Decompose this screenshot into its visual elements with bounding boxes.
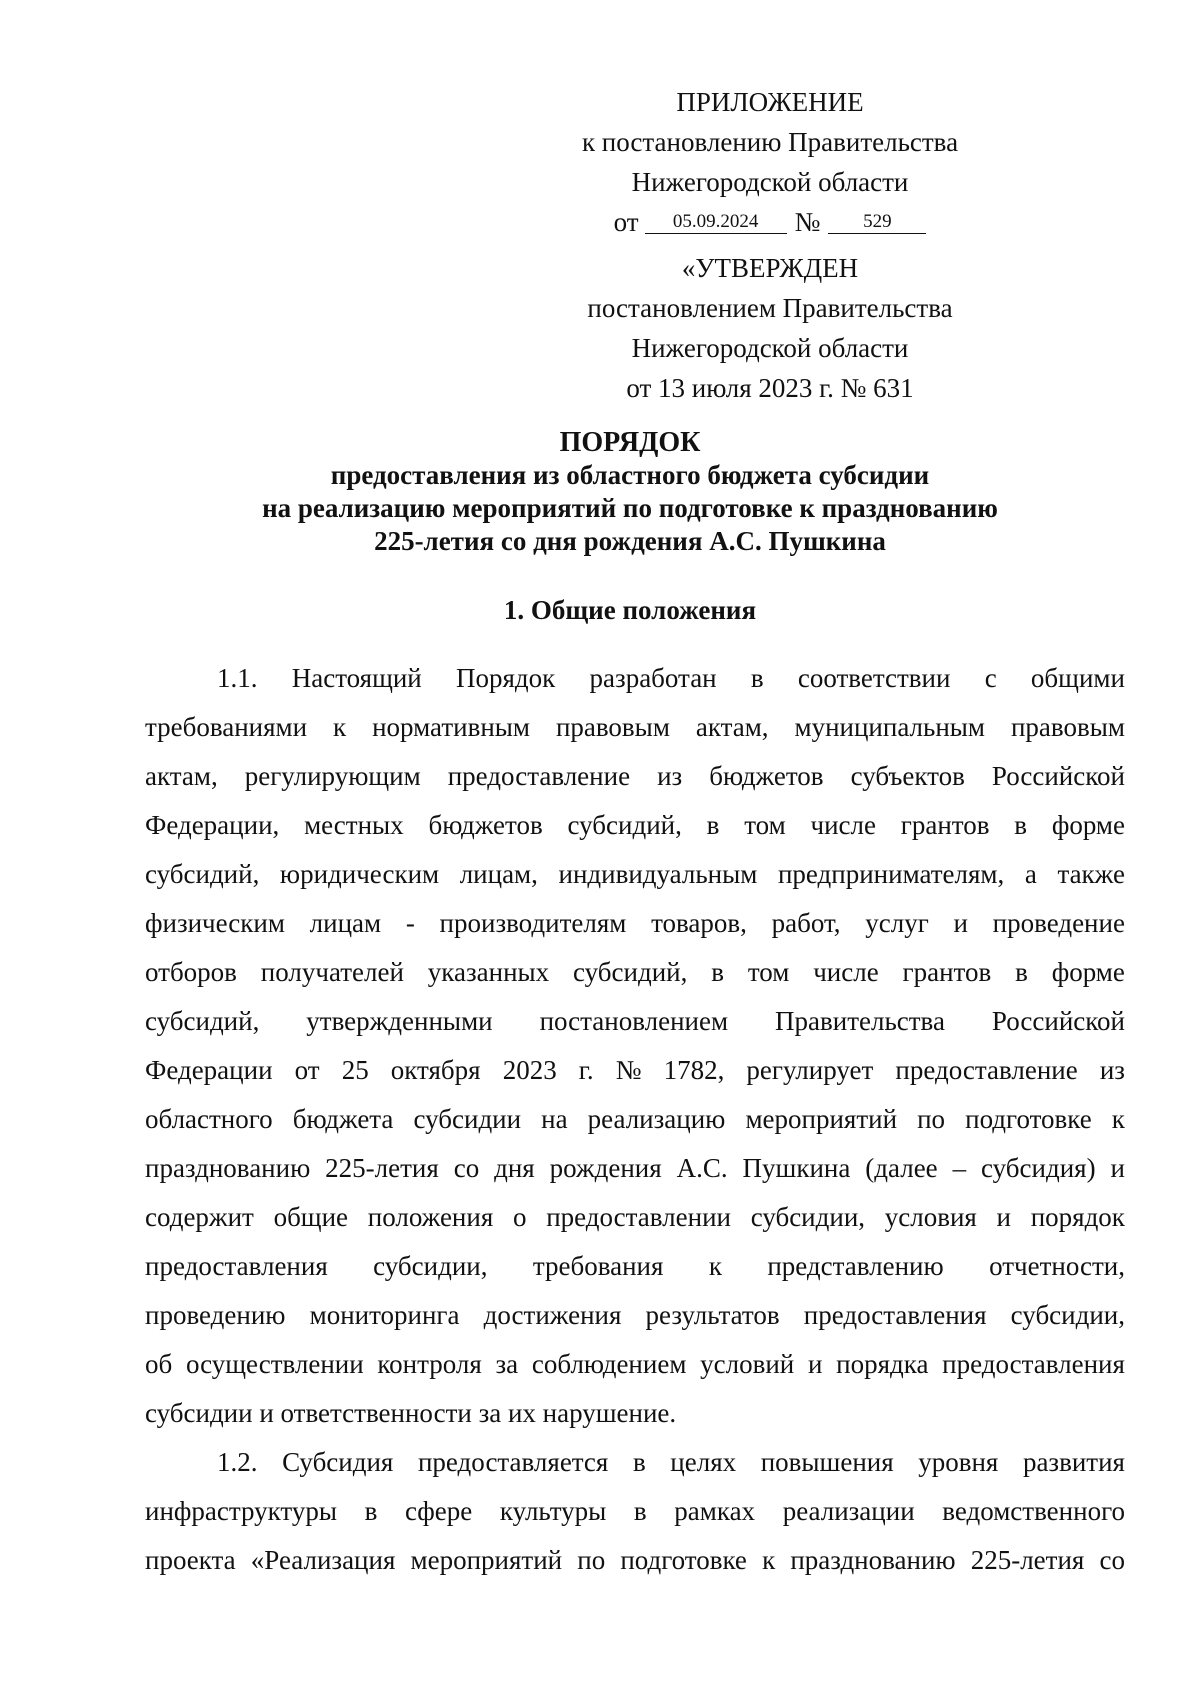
paragraph-line: об осуществлении контроля за соблюдением условий и порядка предоставления [145, 1349, 1125, 1379]
approved-header [540, 248, 1000, 408]
paragraph-line: Федерации, местных бюджетов субсидий, в том числе грантов в форме [145, 810, 1125, 840]
approved-line-1: постановлением Правительства [587, 293, 953, 323]
paragraph-line: требованиями к нормативным правовым актам, муниципальным правовым [145, 712, 1125, 742]
approved-line-3: от 13 июля 2023 г. № 631 [626, 373, 914, 403]
paragraph-line: проведению мониторинга достижения результатов предоставления субсидии, [145, 1300, 1125, 1330]
paragraph-line: празднованию 225-летия со дня рождения А.С. Пушкина (далее – субсидия) и [145, 1153, 1125, 1183]
paragraph-line: субсидий, юридическим лицам, индивидуальным предпринимателям, а также [145, 859, 1125, 889]
paragraph-line: содержит общие положения о предоставлении субсидии, условия и порядок [145, 1202, 1125, 1232]
paragraph-line: 1.2. Субсидия предоставляется в целях повышения уровня развития [217, 1447, 1125, 1477]
resolution-number-field: 529 [828, 211, 926, 234]
approved-heading: «УТВЕРЖДЕН [681, 253, 859, 283]
paragraph-line: отборов получателей указанных субсидий, в том числе грантов в форме [145, 957, 1125, 987]
paragraph-line: 1.1. Настоящий Порядок разработан в соответствии с общими [217, 663, 1125, 693]
paragraph-line: проекта «Реализация мероприятий по подготовке к празднованию 225-летия со [145, 1545, 1125, 1575]
paragraph [145, 1442, 1125, 1589]
paragraph-line: субсидии и ответственности за их нарушение. [145, 1398, 677, 1428]
title-line-1: предоставления из областного бюджета субсидии [330, 460, 930, 490]
paragraph-line: Федерации от 25 октября 2023 г. № 1782, регулирует предоставление из [145, 1055, 1125, 1085]
title-line-3: 225-летия со дня рождения А.С. Пушкина [374, 526, 886, 556]
paragraph [145, 658, 1125, 1442]
document-body [145, 658, 1125, 1589]
paragraph-line: предоставления субсидии, требования к представлению отчетности, [145, 1251, 1125, 1281]
appendix-reference [540, 202, 1000, 242]
paragraph-line: физическим лицам - производителям товаров, работ, услуг и проведение [145, 908, 1125, 938]
document-title [140, 426, 1120, 558]
section-heading: 1. Общие положения [503, 595, 757, 625]
number-label: № [794, 207, 821, 237]
paragraph-line: областного бюджета субсидии на реализацию мероприятий по подготовке к [145, 1104, 1125, 1134]
paragraph-line: субсидий, утвержденными постановлением Правительства Российской [145, 1006, 1125, 1036]
paragraph-line: инфраструктуры в сфере культуры в рамках реализации ведомственного [145, 1496, 1125, 1526]
appendix-line-2: Нижегородской области [631, 167, 909, 197]
appendix-header [540, 82, 1000, 242]
from-label: от [613, 207, 639, 237]
paragraph-line: актам, регулирующим предоставление из бюджетов субъектов Российской [145, 761, 1125, 791]
resolution-date-field: 05.09.2024 [645, 211, 787, 234]
appendix-line-1: к постановлению Правительства [581, 127, 959, 157]
title-line-2: на реализацию мероприятий по подготовке к празднованию [262, 493, 998, 523]
appendix-heading: ПРИЛОЖЕНИЕ [676, 87, 864, 117]
approved-line-2: Нижегородской области [631, 333, 909, 363]
title-main: ПОРЯДОК [559, 427, 701, 458]
